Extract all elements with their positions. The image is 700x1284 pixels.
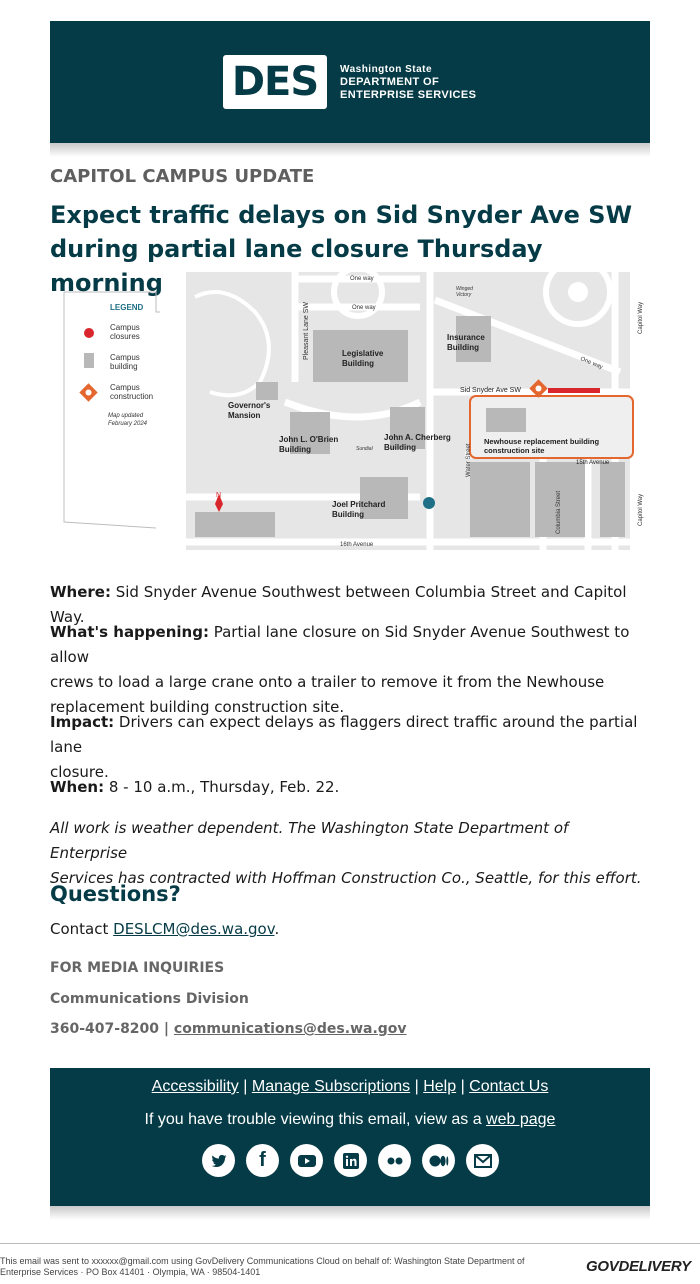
legend-construction-1: Campus: [110, 383, 140, 392]
when-label: When:: [50, 778, 105, 796]
north-label: N: [216, 492, 222, 499]
campus-map: [60, 272, 644, 552]
capitol-way-label-2: Capitol Way: [638, 493, 644, 526]
social-icons: [202, 1144, 499, 1177]
obrien-label-2: Building: [279, 445, 311, 454]
note-line-2: Services has contracted with Hoffman Construction Co., Seattle, for this effort.: [50, 869, 642, 887]
newhouse-label-1: Newhouse replacement building: [484, 437, 600, 446]
headline-line-1: Expect traffic delays on Sid Snyder Ave SW: [50, 201, 633, 229]
happening-paragraph: [50, 620, 650, 720]
accessibility-link[interactable]: Accessibility: [151, 1078, 239, 1095]
footer-sep-3: |: [456, 1078, 470, 1095]
sixteenth-label: 16th Avenue: [340, 542, 374, 548]
legal-text: [0, 1256, 590, 1278]
eyebrow-label: CAPITOL CAMPUS UPDATE: [50, 166, 315, 187]
footer-links: [50, 1078, 650, 1096]
pritchard-label-2: Building: [332, 510, 364, 519]
media-division: Communications Division: [50, 991, 249, 1007]
footer-sep-2: |: [410, 1078, 424, 1095]
when-text: 8 - 10 a.m., Thursday, Feb. 22.: [104, 778, 340, 796]
manage-subscriptions-link[interactable]: Manage Subscriptions: [251, 1078, 411, 1095]
email-footer: [50, 1068, 650, 1206]
email-icon[interactable]: [466, 1144, 499, 1177]
contact-email-link[interactable]: DESLCM@des.wa.gov: [113, 920, 275, 938]
media-heading: FOR MEDIA INQUIRIES: [50, 960, 225, 976]
media-contact-line: [50, 1021, 407, 1037]
linkedin-icon[interactable]: [334, 1144, 367, 1177]
winged-victory-2: Victory: [456, 292, 472, 298]
happening-text-2: crews to load a large crane onto a trailer to remove it from the Newhouse: [50, 673, 605, 691]
one-way-label-1: One way: [350, 276, 374, 282]
contact-us-link[interactable]: Contact Us: [469, 1078, 549, 1095]
contact-paragraph: [50, 917, 650, 942]
flickr-icon[interactable]: [378, 1144, 411, 1177]
fifteenth-label: 15th Avenue: [576, 460, 610, 466]
where-text: Sid Snyder Avenue Southwest between Columbia Street and Capitol Way.: [50, 583, 627, 626]
facebook-icon[interactable]: f: [246, 1144, 279, 1177]
media-email-link[interactable]: communications@des.wa.gov: [173, 1021, 407, 1037]
impact-text-1: Drivers can expect delays as flaggers direct traffic around the partial lane: [50, 713, 638, 756]
note-line-1: All work is weather dependent. The Washington State Department of Enterprise: [50, 819, 569, 862]
media-separator: |: [159, 1021, 174, 1037]
impact-text-2: closure.: [50, 763, 109, 781]
header-shadow: [50, 143, 650, 157]
newhouse-label-2: construction site: [484, 446, 545, 455]
happening-text-3: replacement building construction site.: [50, 698, 345, 716]
accessibility-icon: [423, 497, 435, 509]
legend-building-1: Campus: [110, 353, 140, 362]
cherberg-label-2: Building: [384, 443, 416, 452]
insurance-label-1: Insurance: [447, 333, 485, 342]
web-page-link[interactable]: web page: [486, 1111, 556, 1128]
impact-label: Impact:: [50, 713, 115, 731]
twitter-icon[interactable]: [202, 1144, 235, 1177]
youtube-icon[interactable]: [290, 1144, 323, 1177]
legal-divider: [0, 1243, 700, 1244]
footer-shadow: [50, 1206, 650, 1220]
capitol-way-label-1: Capitol Way: [638, 301, 644, 334]
headline-line-2: during partial lane closure Thursday morning: [50, 235, 543, 297]
governors-label-2: Mansion: [228, 411, 261, 420]
construction-legend-icon: [79, 383, 97, 401]
trouble-viewing-line: [50, 1111, 650, 1129]
footer-sep-1: |: [238, 1078, 252, 1095]
legend-construction-2: construction: [110, 392, 154, 401]
happening-text-1: Partial lane closure on Sid Snyder Avenue Southwest to allow: [50, 623, 630, 666]
map-updated-2: February 2024: [108, 421, 148, 427]
governors-label-1: Governor's: [228, 401, 271, 410]
pritchard-label-1: Joel Pritchard: [332, 500, 386, 509]
cherberg-label-1: John A. Cherberg: [384, 433, 451, 442]
happening-label: What's happening:: [50, 623, 209, 641]
building-legend-icon: [84, 353, 94, 368]
contact-prefix: Contact: [50, 920, 114, 938]
impact-paragraph: [50, 710, 650, 785]
legislative-label-2: Building: [342, 359, 374, 368]
winged-victory-1: Winged: [456, 286, 473, 292]
legend-building-2: building: [110, 362, 138, 371]
sundial-label: Sundial: [356, 446, 373, 452]
des-logo-text: [340, 63, 476, 102]
pleasant-lane-label: Pleasant Lane SW: [303, 302, 310, 360]
one-way-label-2: One way: [352, 305, 376, 311]
when-paragraph: [50, 775, 650, 800]
email-header-banner: [50, 21, 650, 143]
logo-line-1: Washington State: [340, 64, 433, 75]
legal-line-1: This email was sent to xxxxxx@gmail.com using GovDelivery Communications Cloud on behalf of: Washington State Department of: [0, 1256, 525, 1266]
note-paragraph: [50, 816, 650, 891]
map-updated-1: Map updated: [108, 413, 144, 419]
one-way-label-3: One way: [579, 356, 604, 371]
logo-line-3: ENTERPRISE SERVICES: [340, 89, 477, 101]
where-label: Where:: [50, 583, 111, 601]
des-logo: DES: [223, 55, 327, 109]
media-phone: 360-407-8200: [50, 1021, 160, 1037]
legal-line-2: Enterprise Services · PO Box 41401 · Olympia, WA · 98504-1401: [0, 1267, 261, 1277]
sid-snyder-label: Sid Snyder Ave SW: [460, 387, 521, 394]
columbia-label: Columbia Street: [556, 490, 562, 534]
legend-closures-2: closures: [110, 332, 140, 341]
help-link[interactable]: Help: [423, 1078, 457, 1095]
medium-icon[interactable]: [422, 1144, 455, 1177]
legend-closures-1: Campus: [110, 323, 140, 332]
contact-suffix: .: [274, 920, 280, 938]
insurance-label-2: Building: [447, 343, 479, 352]
questions-heading: Questions?: [50, 882, 181, 906]
legislative-label-1: Legislative: [342, 349, 384, 358]
water-street-label: Water Street: [466, 443, 472, 477]
trouble-text: If you have trouble viewing this email, view as a: [144, 1111, 487, 1128]
logo-line-2: DEPARTMENT OF: [340, 76, 440, 88]
legend-title: LEGEND: [110, 303, 144, 312]
closure-legend-icon: [84, 328, 94, 338]
govdelivery-logo[interactable]: GOVDELIVERY: [586, 1258, 691, 1275]
obrien-label-1: John L. O'Brien: [279, 435, 339, 444]
lane-closure-marker: [548, 388, 600, 393]
